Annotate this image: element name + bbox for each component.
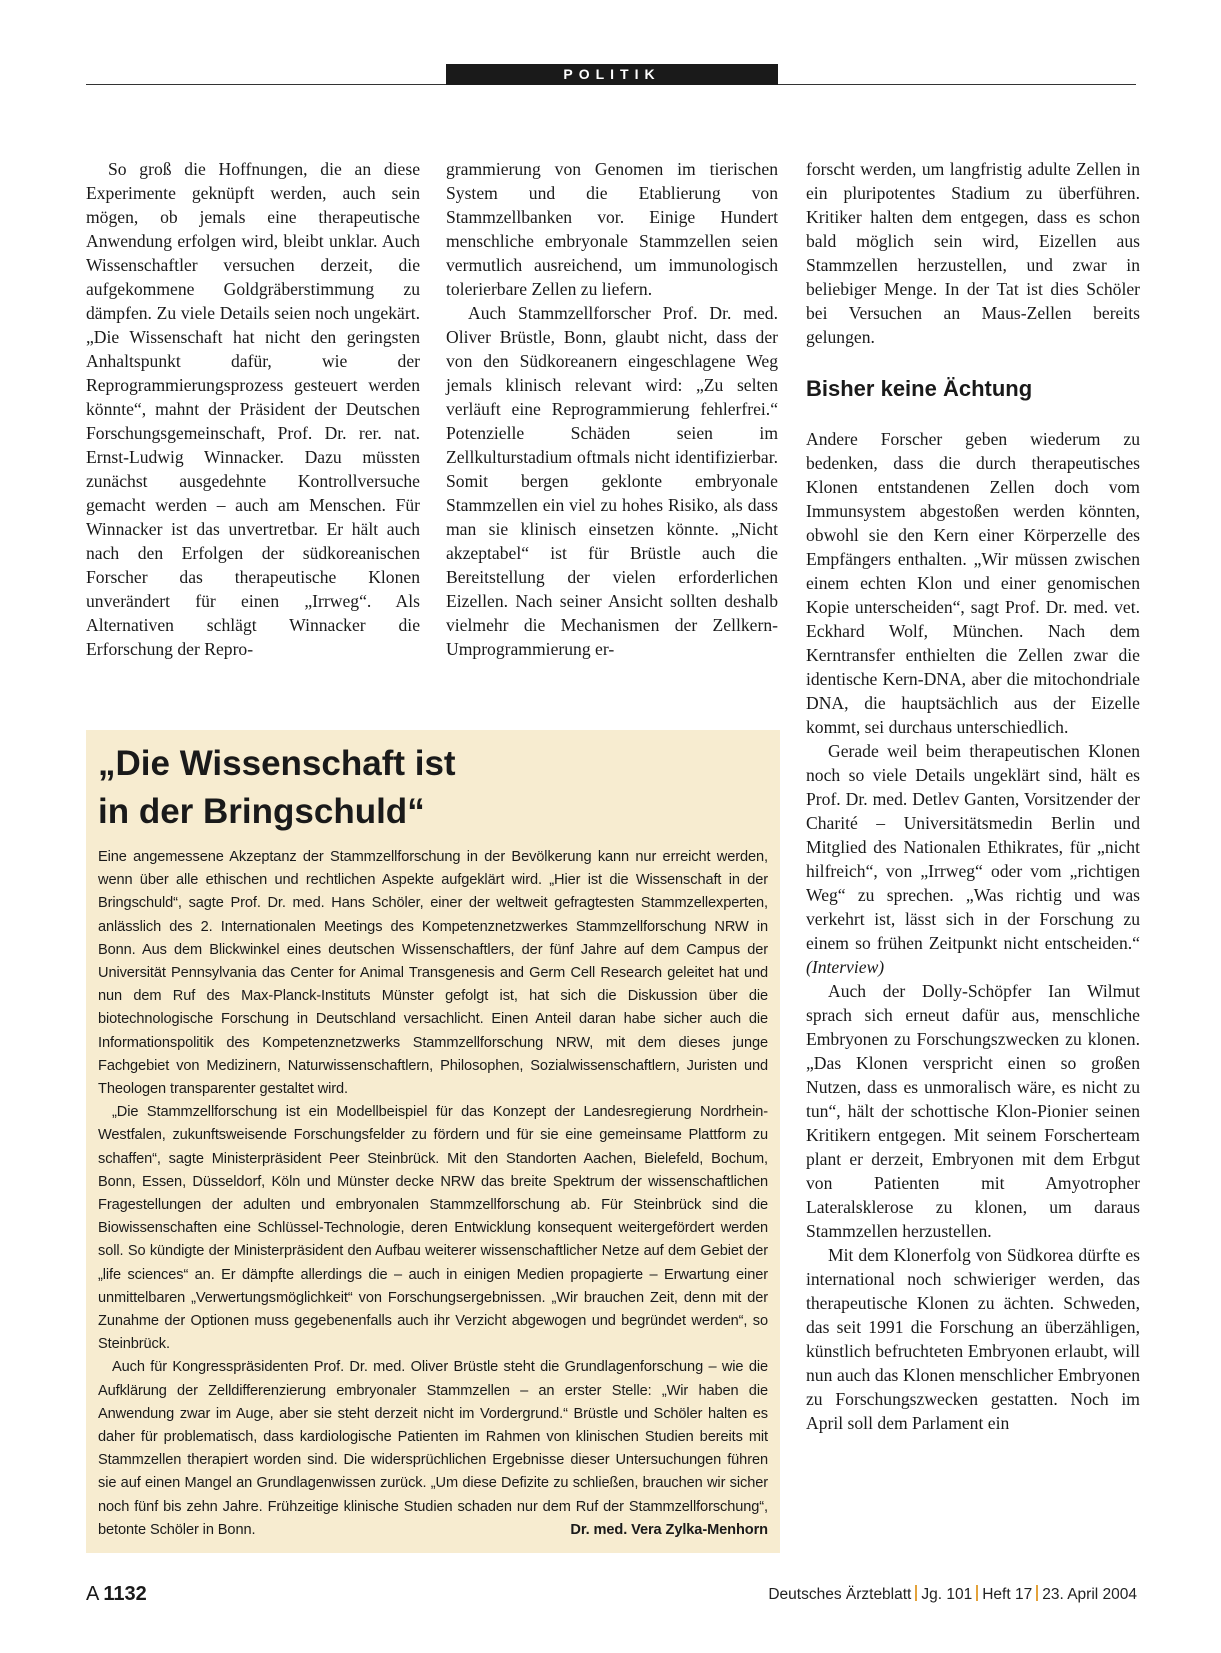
box-paragraph	[98, 1356, 768, 1542]
box-title	[98, 740, 768, 836]
subheading: Bisher keine Ächtung	[806, 376, 1033, 401]
page-number-value: 1132	[103, 1583, 147, 1605]
paragraph	[806, 739, 1140, 979]
journal-date: 23. April 2004	[1042, 1586, 1137, 1603]
journal-name: Deutsches Ärzteblatt	[768, 1586, 912, 1603]
paragraph: grammierung von Genomen im tierischen System und die Etablierung von Stammzellbanken vor. Einige Hundert menschliche embryonale Stammzellen seien vermutlich ausreichend, um immunologisch tolerierbare Zellen zu liefern.	[446, 159, 778, 299]
author-byline: Dr. med. Vera Zylka-Menhorn	[570, 1521, 768, 1538]
column-2	[446, 157, 778, 661]
section-label: POLITIK	[446, 64, 778, 85]
journal-volume: Jg. 101	[921, 1586, 973, 1603]
box-paragraph: „Die Stammzellforschung ist ein Modellbeispiel für das Konzept der Landesregierung Nordrhein-Westfalen, zukunftsweisende Forschungsfelder zu fördern und für sie eine gemeinsame Plattform zu schaffen“, sagte Ministerpräsident Peer Steinbrück. Mit den Standorten Aachen, Bielefeld, Bochum, Bonn, Essen, Düsseldorf, Köln und Münster decke NRW das breite Spektrum der wissenschaftlichen Fragestellungen der adulten und embryonalen Stammzellforschung ab. Für Steinbrück sind die Biowissenschaften eine Schlüssel-Technologie, deren Entwicklung konsequent weitergefördert werden soll. So kündigte der Ministerpräsident den Aufbau weiterer wissenschaftlicher Netze auf dem Gebiet der „life sciences“ an. Er dämpfte allerdings die – auch in einigen Medien propagierte – Erwartung einer unmittelbaren „Verwertungsmöglichkeit“ von Forschungsergebnissen. „Wir brauchen Zeit, denn mit der Zunahme der Optionen muss gegebenenfalls auch ihr Verzicht abgewogen und begründet werden“, so Steinbrück.	[98, 1104, 768, 1353]
box-title-line-2: in der Bringschuld“	[98, 792, 425, 831]
paragraph: Mit dem Klonerfolg von Südkorea dürfte es international noch schwieriger werden, das therapeutische Klonen zu ächten. Schweden, das seit 1991 die Forschung an überzähligen, künstlich befruchteten Embryonen erlaubt, will nun auch das Klonen menschlicher Embryonen zu Forschungszwecken gestatten. Noch im April soll dem Parlament ein	[806, 1245, 1140, 1433]
column-3	[806, 157, 1140, 1435]
page-number	[86, 1583, 147, 1606]
separator	[1036, 1585, 1038, 1601]
sidebar-box	[86, 730, 780, 1553]
separator	[976, 1585, 978, 1601]
paragraph: So groß die Hoffnungen, die an diese Experimente geknüpft werden, auch sein mögen, ob jemals eine therapeutische Anwendung erfolgen wird, bleibt unklar. Auch Wissenschaftler versuchen derzeit, die aufgekommene Goldgräberstimmung zu dämpfen. Zu viele Details seien noch ungekärt. „Die Wissenschaft hat nicht den geringsten Anhaltspunkt dafür, wie der Reprogrammierungsprozess gesteuert werden könnte“, mahnt der Präsident der Deutschen Forschungsgemeinschaft, Prof. Dr. rer. nat. Ernst-Ludwig Winnacker. Dazu müssten zunächst ausgedehnte Kontrollversuche gemacht werden – auch am Menschen. Für Winnacker ist das unvertretbar. Er hält auch nach den Erfolgen der südkoreanischen Forscher das therapeutische Klonen unverändert für einen „Irrweg“. Als Alternativen schlägt Winnacker die Erforschung der Repro-	[86, 159, 420, 659]
box-paragraph: Eine angemessene Akzeptanz der Stammzellforschung in der Bevölkerung kann nur erreicht werden, wenn über alle ethischen und rechtlichen Aspekte aufgeklärt wird. „Hier ist die Wissenschaft in der Bringschuld“, sagte Prof. Dr. med. Hans Schöler, einer der weltweit gefragtesten Stammzellexperten, anlässlich des 2. Internationalen Meetings des Kompetenznetzwerkes Stammzellforschung NRW in Bonn. Aus dem Blickwinkel eines deutschen Wissenschaftlers, der fünf Jahre auf dem Campus der Universität Pennsylvania das Center for Animal Transgenesis and Germ Cell Research geleitet hat und nun dem Ruf des Max-Planck-Instituts Münster gefolgt ist, hat sich die Diskussion über die biotechnologische Forschung in Deutschland versachlicht. Einen Anteil daran habe sicher auch die Informationspolitik des Kompetenznetzwerks Stammzellforschung NRW, mit dem dieses junge Fachgebiet von Medizinern, Naturwissenschaftlern, Philosophen, Sozialwissenschaftlern, Juristen und Theologen transparenter gestaltet wird.	[98, 849, 768, 1098]
box-title-line-1: „Die Wissenschaft ist	[98, 744, 456, 783]
column-1	[86, 157, 420, 661]
box-paragraph-text: Auch für Kongresspräsidenten Prof. Dr. med. Oliver Brüstle steht die Grundlagenforschung – wie die Aufklärung der Zelldifferenzierung embryonaler Stammzellen – an erster Stelle: „Wir haben die Anwendung zwar im Auge, aber sie steht derzeit nicht im Vordergrund.“ Brüstle und Schöler halten es daher für problematisch, dass kardiologische Patienten im Rahmen von klinischen Studien bereits mit Stammzellen therapiert worden sind. Die widersprüchlichen Ergebnisse dieser Untersuchungen führen sie auf einen Mangel an Grundlagenwissen zurück. „Um diese Defizite zu schließen, brauchen wir sicher noch fünf bis zehn Jahre. Frühzeitige klinische Studien schaden nur dem Ruf der Stammzellforschung“, betonte Schöler in Bonn.	[98, 1359, 768, 1538]
separator	[915, 1585, 917, 1601]
paragraph: forscht werden, um langfristig adulte Zellen in ein pluripotentes Stadium zu überführen. Kritiker halten dem entgegen, dass es schon bald möglich sein wird, Eizellen aus Stammzellen herzustellen, und zwar in beliebiger Menge. In der Tat ist dies Schöler bei Versuchen an Maus-Zellen bereits gelungen.	[806, 159, 1140, 347]
box-body	[98, 846, 768, 1542]
interview-note: (Interview)	[806, 957, 885, 977]
paragraph: Andere Forscher geben wiederum zu bedenken, dass die durch therapeutisches Klonen entstandenen Zellen doch vom Immunsystem abgestoßen werden könnten, obwohl sie den Kern einer Körperzelle des Empfängers enthalten. „Wir müssen zwischen einem echten Klon und einer genomischen Kopie unterscheiden“, sagt Prof. Dr. med. vet. Eckhard Wolf, München. Nach dem Kerntransfer enthielten die Zellen zwar die identische Kern-DNA, aber die mitochondriale DNA, die hauptsächlich aus der Eizelle kommt, sei durchaus unterschiedlich.	[806, 429, 1140, 737]
paragraph-text: Gerade weil beim therapeutischen Klonen noch so viele Details ungeklärt sind, hält es Prof. Dr. med. Detlev Ganten, Vorsitzender der Charité – Universitätsmedin Berlin und Mitglied des Nationalen Ethikrates, für „nicht hilfreich“, von „Irrweg“ oder vom „richtigen Weg“ zu sprechen. „Was richtig und was verkehrt ist, lässt sich in der Forschung zu einem so frühen Zeitpunkt nicht entscheiden.“	[806, 741, 1140, 953]
paragraph: Auch Stammzellforscher Prof. Dr. med. Oliver Brüstle, Bonn, glaubt nicht, dass der von den Südkoreanern eingeschlagene Weg jemals klinisch relevant wird: „Zu selten verläuft eine Reprogrammierung fehlerfrei.“ Potenzielle Schäden seien im Zellkulturstadium oftmals nicht identifizierbar. Somit bergen geklonte embryonale Stammzellen ein viel zu hohes Risiko, als dass man sie klinisch einsetzen könnte. „Nicht akzeptabel“ ist für Brüstle auch die Bereitstellung der vielen erforderlichen Eizellen. Nach seiner Ansicht sollten deshalb vielmehr die Mechanismen der Zellkern-Umprogrammierung er-	[446, 303, 778, 659]
journal-issue: Heft 17	[982, 1586, 1033, 1603]
page-prefix: A	[86, 1583, 100, 1605]
journal-citation	[768, 1585, 1137, 1604]
paragraph: Auch der Dolly-Schöpfer Ian Wilmut sprach sich erneut dafür aus, menschliche Embryonen zu Forschungszwecken zu klonen. „Das Klonen verspricht einen so großen Nutzen, dass es unmoralisch wäre, es nicht zu tun“, hält der schottische Klon-Pionier seinen Kritikern entgegen. Mit seinem Forscherteam plant er derzeit, Embryonen mit dem Erbgut von Patienten mit Amyotropher Lateralsklerose zu klonen, um daraus Stammzellen herzustellen.	[806, 981, 1140, 1241]
